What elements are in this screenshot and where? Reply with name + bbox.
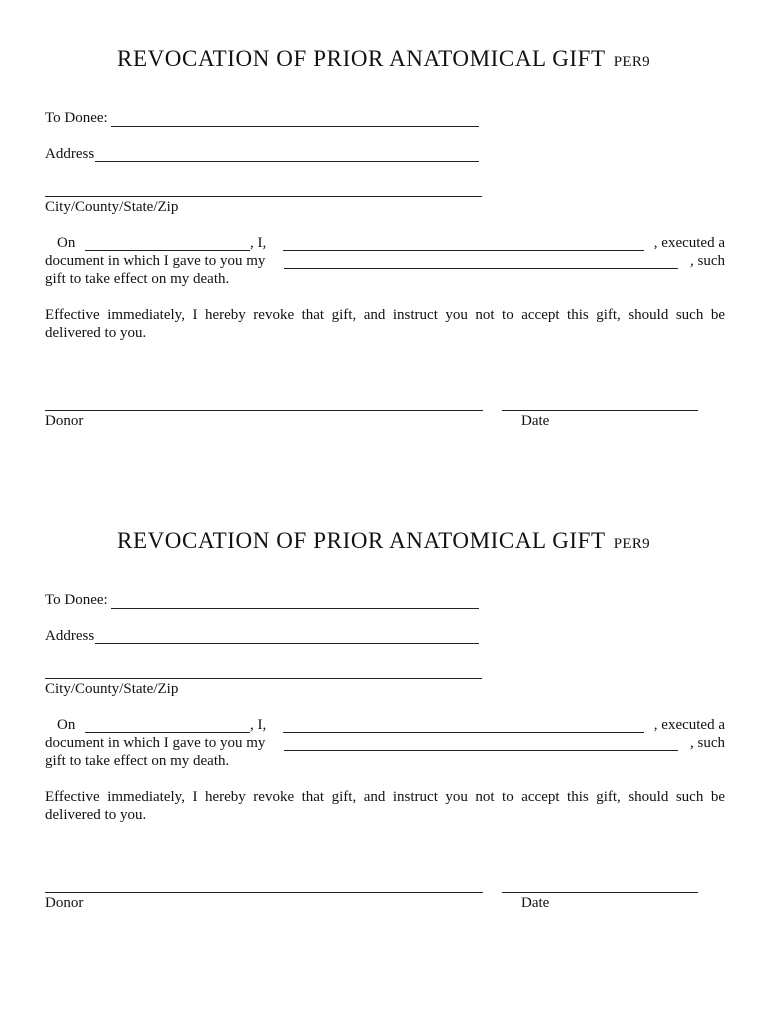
donor-name-field[interactable] bbox=[283, 732, 644, 733]
city-county-state-zip-label: City/County/State/Zip bbox=[45, 199, 179, 215]
form-code: PER9 bbox=[613, 536, 650, 552]
form-code: PER9 bbox=[613, 54, 650, 70]
to-donee-field[interactable] bbox=[111, 608, 479, 609]
i-label: , I, bbox=[250, 235, 267, 251]
address-field[interactable] bbox=[95, 161, 479, 162]
city-county-state-zip-label: City/County/State/Zip bbox=[45, 681, 179, 697]
gift-description-field[interactable] bbox=[284, 750, 678, 751]
gift-description-field[interactable] bbox=[284, 268, 678, 269]
i-label: , I, bbox=[250, 717, 267, 733]
form-title: REVOCATION OF PRIOR ANATOMICAL GIFT PER9 bbox=[117, 46, 650, 71]
date-label: Date bbox=[521, 413, 550, 429]
on-label: On bbox=[57, 235, 76, 251]
document-text: document in which I gave to you my bbox=[45, 253, 266, 269]
revocation-form-1 bbox=[0, 0, 770, 482]
address-label: Address bbox=[45, 628, 95, 644]
city-county-state-zip-field[interactable] bbox=[45, 196, 482, 197]
address-field[interactable] bbox=[95, 643, 479, 644]
revoke-text-line-2: delivered to you. bbox=[45, 325, 147, 341]
date-signature-field[interactable] bbox=[502, 892, 698, 893]
executed-label: , executed a bbox=[653, 235, 725, 251]
revocation-form-2 bbox=[0, 482, 770, 964]
date-executed-field[interactable] bbox=[85, 732, 250, 733]
revoke-text-line-1: Effective immediately, I hereby revoke that gift, and instruct you not to accept this gift, should such be bbox=[45, 789, 725, 805]
donor-label: Donor bbox=[45, 895, 84, 911]
such-label: , such bbox=[690, 253, 725, 269]
address-label: Address bbox=[45, 146, 95, 162]
revoke-text-line-1: Effective immediately, I hereby revoke that gift, and instruct you not to accept this gift, should such be bbox=[45, 307, 725, 323]
to-donee-field[interactable] bbox=[111, 126, 479, 127]
form-title: REVOCATION OF PRIOR ANATOMICAL GIFT PER9 bbox=[117, 528, 650, 553]
to-donee-label: To Donee: bbox=[45, 592, 108, 608]
gift-text: gift to take effect on my death. bbox=[45, 753, 230, 769]
date-signature-field[interactable] bbox=[502, 410, 698, 411]
donor-name-field[interactable] bbox=[283, 250, 644, 251]
donor-label: Donor bbox=[45, 413, 84, 429]
document-text: document in which I gave to you my bbox=[45, 735, 266, 751]
on-label: On bbox=[57, 717, 76, 733]
such-label: , such bbox=[690, 735, 725, 751]
executed-label: , executed a bbox=[653, 717, 725, 733]
donor-signature-field[interactable] bbox=[45, 892, 483, 893]
city-county-state-zip-field[interactable] bbox=[45, 678, 482, 679]
donor-signature-field[interactable] bbox=[45, 410, 483, 411]
to-donee-label: To Donee: bbox=[45, 110, 108, 126]
revoke-text-line-2: delivered to you. bbox=[45, 807, 147, 823]
date-executed-field[interactable] bbox=[85, 250, 250, 251]
gift-text: gift to take effect on my death. bbox=[45, 271, 230, 287]
date-label: Date bbox=[521, 895, 550, 911]
